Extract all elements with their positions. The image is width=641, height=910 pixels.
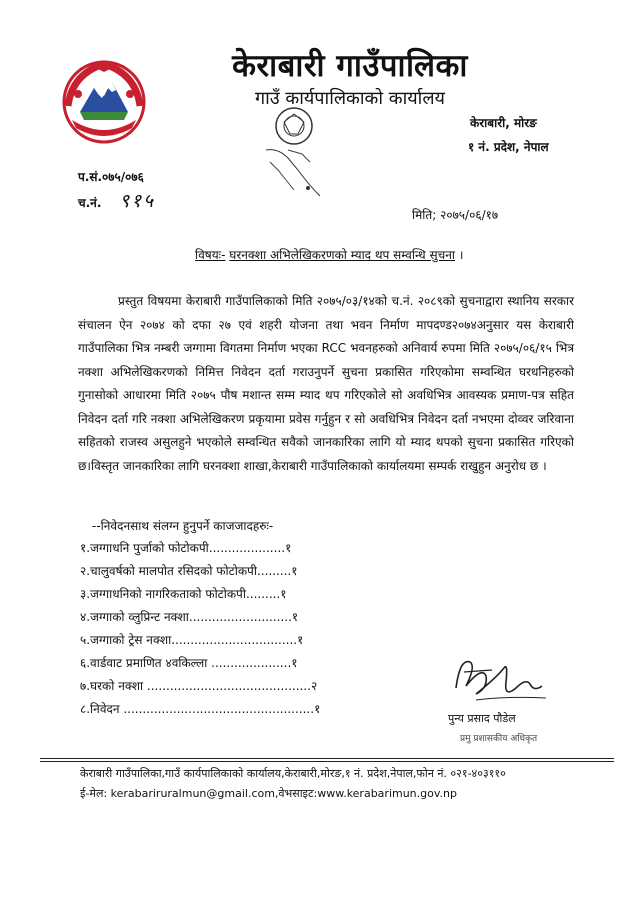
subject-line	[195, 246, 463, 263]
handwritten-signature	[446, 648, 556, 710]
cn-value: ९१५	[119, 190, 156, 212]
letter-body: प्रस्तुत विषयमा केराबारी गाउँपालिकाको मिति २०७५/०३/१४को च.नं. २०८९को सुचनाद्वारा स्थानिय सरकार संचालन ऐन २०७४ को दफा २७ एवं शहरी योजना तथा भवन निर्माण मापदण्ड२०७४अनुसार यस केराबारी गाउँपालिका भित्र नम्बरी जग्गामा विगतमा निर्माण भएका RCC भवनहरुको अनिवार्य रुपमा मिति २०७५/०६/१५ भित्र नक्शा अभिलेखिकरणको निमित्त निवेदन दर्ता गराउनुपर्ने सुचना प्रकासित गरिएकोमा सम्वन्धित घरधनिहरुको गुनासोको आधारमा मिति २०७५ पौष मशान्त सम्म म्याद थप गरिएकोले सो अवधिभित्र आवस्यक प्रमाण-पत्र सहित निवेदन दर्ता गरि नक्शा अभिलेखिकरण प्रकृयामा प्रवेस गर्नुहुन र सो अवधिभित्र निवेदन दर्ता नभएमा दोव्वर जरिवाना सहितको राजस्व असुलहुने भएकोले सम्वन्धित सवैको जानकारिका लागि यो म्याद थपको सुचना प्रकासित गरिएको छ।विस्तृत जानकारिका लागि घरनक्शा शाखा,केराबारी गाउँपालिकाको कार्यालयमा सम्पर्क राखुहुन अनुरोध छ ।	[78, 294, 574, 473]
list-item: ४.जग्गाको व्लुप्रिन्ट नक्शा...........................१	[80, 610, 299, 624]
reference-ps: प.सं.०७५/०७६	[78, 170, 144, 184]
list-item: ७.घरको नक्शा ...........................................२	[80, 679, 318, 693]
address-line-2: १ नं. प्रदेश, नेपाल	[468, 140, 549, 154]
footer-divider	[40, 761, 614, 762]
documents-list	[80, 537, 330, 721]
footer-contact: केराबारी गाउँपालिका,गाउँ कार्यपालिकाको कार्यालय,केराबारी,मोरङ,१ नं. प्रदेश,नेपाल,फोन नं. ०२१-४०३११०	[80, 767, 506, 780]
nepal-emblem-logo	[58, 54, 150, 146]
list-item: ८.निवेदन ..................................................१	[80, 702, 321, 716]
subject-prefix: विषयः-	[195, 248, 226, 262]
list-item: १.जग्गाधनि पुर्जाको फोटोकपी....................१	[80, 541, 292, 555]
subject-text: घरनक्शा अभिलेखिकरणको म्याद थप सम्वन्धि सुचना	[229, 248, 455, 262]
list-item: २.चालुवर्षको मालपोत रसिदको फोटोकपी.........१	[80, 564, 298, 578]
footer-web: ई-मेल: kerabariruralmun@gmail.com,वेभसाइट:www.kerabarimun.gov.np	[80, 787, 457, 800]
signer-name: पुन्य प्रसाद पौडेल	[448, 712, 516, 725]
list-item: ३.जग्गाधनिको नागरिकताको फोटोकपी.........१	[80, 587, 287, 601]
list-item: ६.वार्डवाट प्रमाणित ४वकिल्ला .....................१	[80, 656, 298, 670]
letter-date: मिति; २०७५/०६/१७	[412, 208, 499, 222]
address-line-1: केराबारी, मोरङ	[470, 116, 537, 130]
office-name: केराबारी गाउँपालिका	[232, 48, 468, 84]
office-subtitle: गाउँ कार्यपालिकाको कार्यालय	[255, 88, 445, 109]
cn-label: च.नं.	[78, 196, 102, 210]
subject-suffix: ।	[458, 248, 464, 262]
footer-divider	[40, 758, 614, 759]
reference-cn	[78, 187, 155, 213]
list-item: ५.जग्गाको ट्रेस नक्शा.................................१	[80, 633, 304, 647]
office-stamp-icon	[258, 100, 330, 204]
documents-heading: --निवेदनसाथ संलग्न हुनुपर्ने काजजादहरुः-	[92, 519, 274, 533]
signer-title: प्रमु प्रशासकीय अधिकृत	[460, 734, 538, 744]
